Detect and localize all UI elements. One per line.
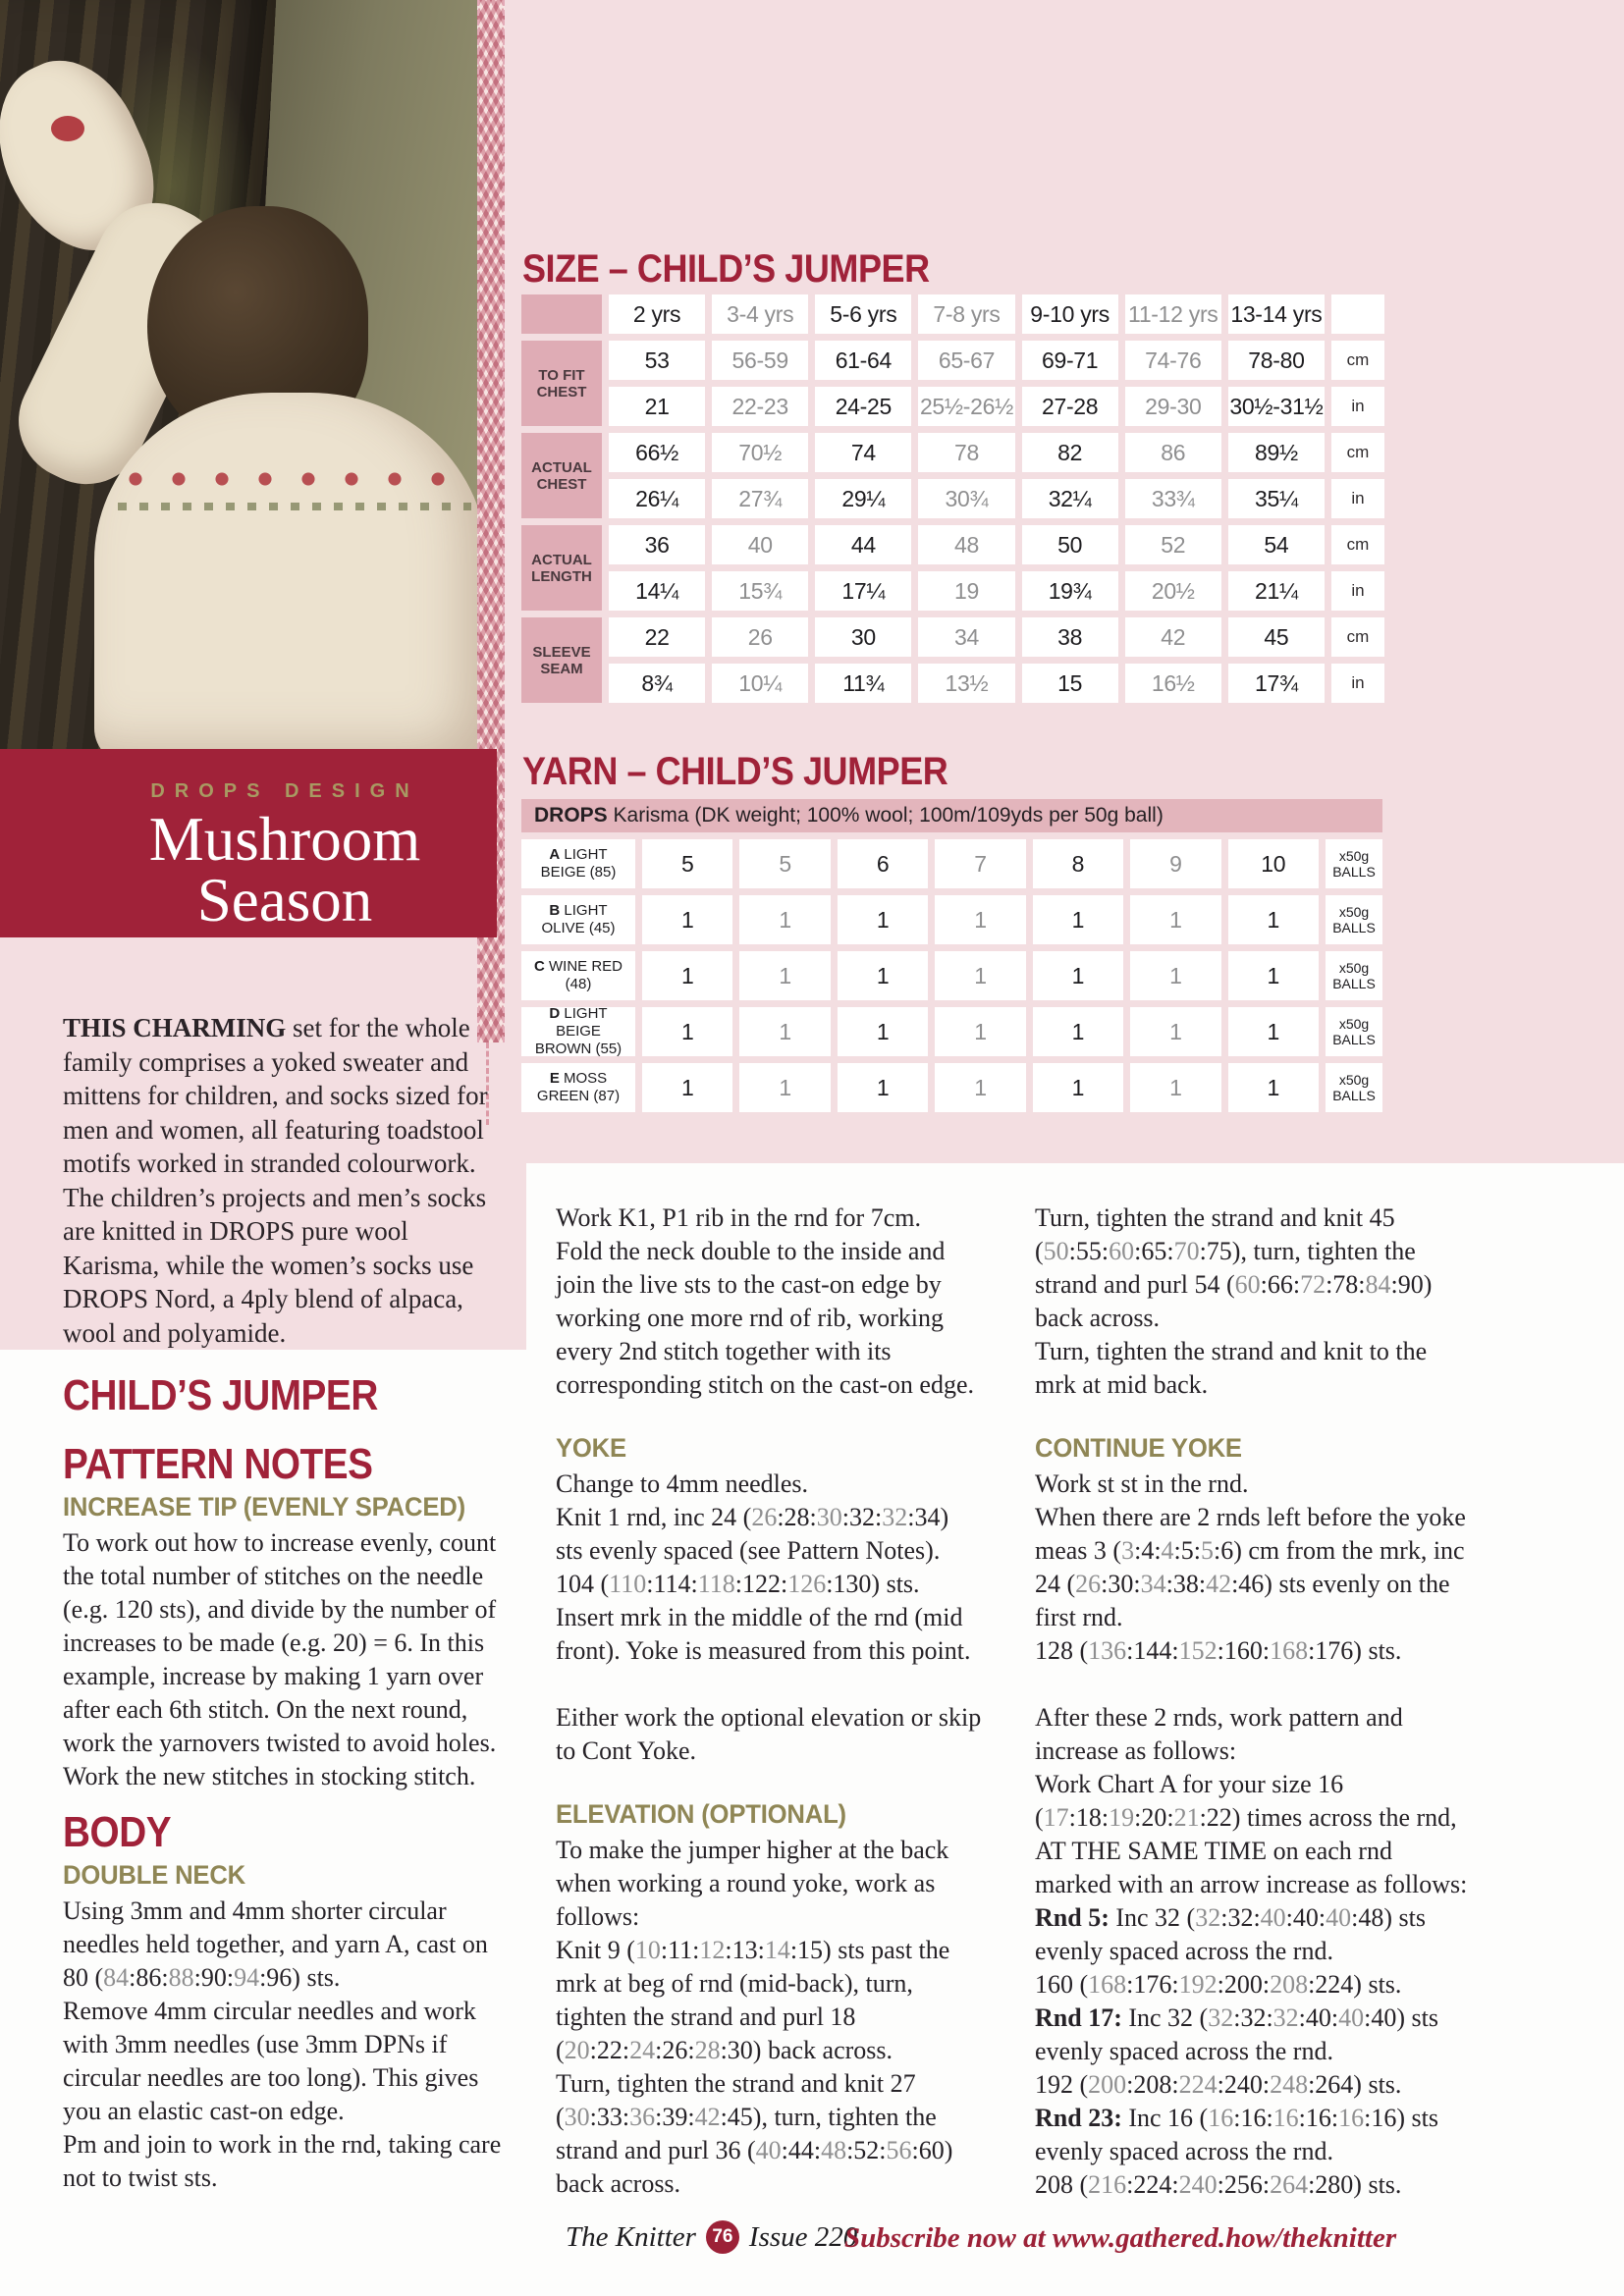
yarn-quantity-cell: 1 [1228, 895, 1319, 944]
size-column-header: 2 yrs [609, 294, 705, 334]
yarn-colour-label: B LIGHT OLIVE (45) [521, 895, 635, 944]
right-column [1035, 1201, 1471, 2202]
size-value-cell: 48 [918, 525, 1014, 564]
paragraph: Fold the neck double to the inside and join the live sts to the cast-on edge by working one more rnd of rib, working every 2nd stitch together with its corresponding stitch on the cast-on edge. [556, 1237, 974, 1399]
size-value-cell: 34 [918, 617, 1014, 657]
subheading-yoke: YOKE [556, 1433, 626, 1463]
size-value-cell: 38 [1022, 617, 1118, 657]
pattern-title-line2: Season [196, 866, 373, 934]
paragraph: Either work the optional elevation or skip to Cont Yoke. [556, 1703, 982, 1765]
yarn-quantity-cell: 1 [1130, 1063, 1220, 1112]
middle-column [556, 1201, 982, 2201]
intro-paragraph [63, 1011, 503, 1350]
size-unit-cell: in [1331, 571, 1384, 611]
size-value-cell: 19 [918, 571, 1014, 611]
size-unit-header-cell [1331, 294, 1384, 334]
paragraph: Turn, tighten the strand and knit to the mrk at mid back. [1035, 1337, 1428, 1399]
yarn-quantity-cell: 1 [1130, 951, 1220, 1000]
size-value-cell: 26¼ [609, 479, 705, 518]
size-column-header: 7-8 yrs [918, 294, 1014, 334]
paragraph: 192 (200:208:224:240:248:264) sts. [1035, 2070, 1402, 2099]
size-column-header: 11-12 yrs [1125, 294, 1221, 334]
either-note-text [556, 1701, 982, 1768]
yarn-quantity-cell: 1 [1228, 1007, 1319, 1056]
paragraph: To work out how to increase evenly, count the total number of stitches on the needle (e.g. 120 sts), and divide by the number of increases to be made (e.g. 20) = 6. In this example, increase by making 1 yarn over after each 6th stitch. On the next round, work the yarnovers twisted to avoid holes. Work the new stitches in stocking stitch. [63, 1528, 497, 1790]
size-value-cell: 61-64 [815, 341, 911, 380]
yarn-quantity-cell: 1 [739, 951, 830, 1000]
size-value-cell: 44 [815, 525, 911, 564]
yarn-quantity-cell: 10 [1228, 839, 1319, 888]
yarn-quantity-cell: 1 [935, 1007, 1025, 1056]
size-value-cell: 56-59 [712, 341, 808, 380]
size-value-cell: 42 [1125, 617, 1221, 657]
size-column-header: 13-14 yrs [1228, 294, 1325, 334]
size-value-cell: 22-23 [712, 387, 808, 426]
design-title-block [0, 749, 497, 937]
yarn-colour-label: C WINE RED (48) [521, 951, 635, 1000]
yarn-quantity-cell: 5 [642, 839, 732, 888]
size-value-cell: 86 [1125, 433, 1221, 472]
yarn-quantity-cell: 1 [1228, 1063, 1319, 1112]
yarn-unit-cell: x50g BALLS [1326, 951, 1382, 1000]
double-neck-text [63, 1895, 507, 2195]
size-value-cell: 21¼ [1228, 571, 1325, 611]
photo-child-climbing-tree [0, 0, 497, 749]
paragraph: 128 (136:144:152:160:168:176) sts. [1035, 1636, 1402, 1665]
size-value-cell: 78 [918, 433, 1014, 472]
paragraph: After these 2 rnds, work pattern and increase as follows: [1035, 1703, 1403, 1765]
yarn-quantity-cell: 1 [739, 895, 830, 944]
size-value-cell: 8¾ [609, 664, 705, 703]
size-unit-cell: in [1331, 479, 1384, 518]
intro-lead-in: THIS CHARMING [63, 1013, 287, 1042]
paragraph: Pm and join to work in the rnd, taking care not to twist sts. [63, 2130, 502, 2192]
paragraph: Work st st in the rnd. [1035, 1469, 1249, 1498]
size-unit-cell: cm [1331, 341, 1384, 380]
yarn-quantity-cell: 1 [1033, 1063, 1123, 1112]
paragraph: Rnd 23: Inc 16 (16:16:16:16:16:16) sts evenly spaced across the rnd. [1035, 2104, 1438, 2165]
size-value-cell: 40 [712, 525, 808, 564]
yarn-quantity-cell: 1 [838, 951, 928, 1000]
subheading-elevation: ELEVATION (OPTIONAL) [556, 1799, 846, 1829]
paragraph: Rnd 17: Inc 32 (32:32:32:40:40:40) sts evenly spaced across the rnd. [1035, 2003, 1438, 2065]
paragraph: Work K1, P1 rib in the rnd for 7cm. [556, 1203, 921, 1232]
size-value-cell: 21 [609, 387, 705, 426]
paragraph: Change to 4mm needles. [556, 1469, 809, 1498]
size-unit-cell: in [1331, 664, 1384, 703]
page-footer [0, 2220, 1624, 2264]
size-value-cell: 14¼ [609, 571, 705, 611]
size-value-cell: 20½ [1125, 571, 1221, 611]
paragraph: Using 3mm and 4mm shorter circular needles held together, and yarn A, cast on 80 (84:86:88:90:94:96) sts. [63, 1896, 488, 1992]
subheading-continue-yoke: CONTINUE YOKE [1035, 1433, 1242, 1463]
size-table [521, 294, 1384, 703]
size-row-label: TO FIT CHEST [521, 341, 602, 426]
size-value-cell: 78-80 [1228, 341, 1325, 380]
size-value-cell: 70½ [712, 433, 808, 472]
size-row-label: ACTUAL CHEST [521, 433, 602, 518]
yarn-header-band [521, 799, 1382, 832]
yarn-quantity-cell: 1 [642, 1007, 732, 1056]
child-sweater [94, 393, 487, 749]
size-value-cell: 33¾ [1125, 479, 1221, 518]
yarn-quantity-cell: 1 [838, 895, 928, 944]
paragraph: To make the jumper higher at the back when working a round yoke, work as follows: [556, 1836, 949, 1931]
size-row-label: ACTUAL LENGTH [521, 525, 602, 611]
page-number-badge: 76 [706, 2220, 739, 2254]
size-unit-cell: cm [1331, 433, 1384, 472]
yarn-quantity-cell: 1 [739, 1063, 830, 1112]
paragraph: Knit 1 rnd, inc 24 (26:28:30:32:32:34) sts evenly spaced (see Pattern Notes). [556, 1503, 949, 1565]
size-unit-cell: cm [1331, 617, 1384, 657]
yarn-quantity-cell: 1 [642, 951, 732, 1000]
intro-text: set for the whole family comprises a yoked sweater and mittens for children, and socks sized for men and women, all featuring toadstool motifs worked in stranded colourwork. The children’s projects and men’s socks are knitted in DROPS pure wool Karisma, while the women’s socks use DROPS Nord, a 4ply blend of alpaca, wool and polyamide. [63, 1013, 488, 1348]
sweater-colourwork-yoke [118, 461, 471, 507]
yarn-quantity-cell: 1 [935, 951, 1025, 1000]
elevation-continued-text [1035, 1201, 1471, 1402]
size-value-cell: 16½ [1125, 664, 1221, 703]
paragraph: 160 (168:176:192:200:208:224) sts. [1035, 1970, 1402, 1999]
size-column-header: 3-4 yrs [712, 294, 808, 334]
size-value-cell: 54 [1228, 525, 1325, 564]
yarn-quantity-cell: 1 [935, 1063, 1025, 1112]
yarn-table [521, 839, 1382, 1112]
yarn-quantity-cell: 1 [838, 1063, 928, 1112]
size-unit-cell: cm [1331, 525, 1384, 564]
size-value-cell: 25½-26½ [918, 387, 1014, 426]
yarn-quantity-cell: 1 [1033, 951, 1123, 1000]
pattern-title-line1: Mushroom [148, 805, 421, 874]
size-value-cell: 29¼ [815, 479, 911, 518]
size-value-cell: 24-25 [815, 387, 911, 426]
paragraph: 104 (110:114:118:122:126:130) sts. [556, 1570, 920, 1598]
yarn-quantity-cell: 7 [935, 839, 1025, 888]
yarn-unit-cell: x50g BALLS [1326, 839, 1382, 888]
yarn-quantity-cell: 1 [642, 1063, 732, 1112]
yarn-colour-label: A LIGHT BEIGE (85) [521, 839, 635, 888]
yarn-quantity-cell: 1 [1130, 1007, 1220, 1056]
yarn-quantity-cell: 1 [1130, 895, 1220, 944]
yarn-quantity-cell: 9 [1130, 839, 1220, 888]
size-value-cell: 11¾ [815, 664, 911, 703]
yarn-quantity-cell: 1 [1033, 895, 1123, 944]
paragraph: Insert mrk in the middle of the rnd (mid front). Yoke is measured from this point. [556, 1603, 971, 1665]
yarn-quantity-cell: 1 [1228, 951, 1319, 1000]
size-value-cell: 52 [1125, 525, 1221, 564]
size-value-cell: 89½ [1228, 433, 1325, 472]
size-value-cell: 17¾ [1228, 664, 1325, 703]
yarn-quantity-cell: 5 [739, 839, 830, 888]
yarn-quantity-cell: 1 [642, 895, 732, 944]
yarn-unit-cell: x50g BALLS [1326, 895, 1382, 944]
yarn-colour-label: E MOSS GREEN (87) [521, 1063, 635, 1112]
subscribe-text: Subscribe now at www.gathered.how/theknitter [844, 2222, 1397, 2254]
size-value-cell: 30½-31½ [1228, 387, 1325, 426]
size-column-header: 9-10 yrs [1022, 294, 1118, 334]
issue-label: Issue 220 [748, 2220, 858, 2253]
size-value-cell: 27-28 [1022, 387, 1118, 426]
size-row-label: SLEEVE SEAM [521, 617, 602, 703]
yarn-spec: Karisma (DK weight; 100% wool; 100m/109yds per 50g ball) [607, 804, 1164, 827]
size-value-cell: 13½ [918, 664, 1014, 703]
size-value-cell: 50 [1022, 525, 1118, 564]
footer-issue-info [566, 2220, 857, 2254]
size-unit-cell: in [1331, 387, 1384, 426]
subheading-increase-tip: INCREASE TIP (EVENLY SPACED) [63, 1492, 465, 1522]
paragraph: Rnd 5: Inc 32 (32:32:40:40:40:48) sts evenly spaced across the rnd. [1035, 1903, 1426, 1965]
sweater-colourwork-zigzag [118, 503, 471, 510]
size-value-cell: 15 [1022, 664, 1118, 703]
continue-yoke-text [1035, 1468, 1471, 1668]
size-value-cell: 30 [815, 617, 911, 657]
size-value-cell: 22 [609, 617, 705, 657]
paragraph: Turn, tighten the strand and knit 45 (50:55:60:65:70:75), turn, tighten the strand and purl 54 (60:66:72:78:84:90) back across. [1035, 1203, 1433, 1332]
paragraph: Knit 9 (10:11:12:13:14:15) sts past the mrk at beg of rnd (mid-back), turn, tighten the strand and purl 18 (20:22:24:26:28:30) back across. [556, 1936, 950, 2064]
paragraph: Remove 4mm circular needles and work with 3mm needles (use 3mm DPNs if circular needles are too long). This gives you an elastic cast-on edge. [63, 1997, 479, 2125]
yarn-quantity-cell: 8 [1033, 839, 1123, 888]
size-value-cell: 26 [712, 617, 808, 657]
size-value-cell: 29-30 [1125, 387, 1221, 426]
size-value-cell: 19¾ [1022, 571, 1118, 611]
yarn-unit-cell: x50g BALLS [1326, 1063, 1382, 1112]
yarn-quantity-cell: 1 [739, 1007, 830, 1056]
size-value-cell: 35¼ [1228, 479, 1325, 518]
size-value-cell: 53 [609, 341, 705, 380]
size-table-corner-cell [521, 294, 602, 334]
increase-tip-text [63, 1526, 507, 1793]
paragraph: Work Chart A for your size 16 (17:18:19:20:21:22) times across the rnd, AT THE SAME TIME on each rnd marked with an arrow increase as follows: [1035, 1770, 1468, 1898]
size-value-cell: 82 [1022, 433, 1118, 472]
yarn-table-title: YARN – CHILD’S JUMPER [522, 750, 948, 793]
paragraph: 208 (216:224:240:256:264:280) sts. [1035, 2170, 1402, 2199]
section-heading-childs-jumper: CHILD’S JUMPER [63, 1371, 378, 1419]
yarn-colour-label: D LIGHT BEIGE BROWN (55) [521, 1007, 635, 1056]
yarn-quantity-cell: 1 [935, 895, 1025, 944]
size-value-cell: 45 [1228, 617, 1325, 657]
section-heading-pattern-notes: PATTERN NOTES [63, 1440, 373, 1488]
size-value-cell: 27¾ [712, 479, 808, 518]
size-value-cell: 15¾ [712, 571, 808, 611]
section-heading-body: BODY [63, 1808, 172, 1856]
size-value-cell: 74-76 [1125, 341, 1221, 380]
mitten-toadstool-motif [51, 116, 84, 141]
size-value-cell: 32¼ [1022, 479, 1118, 518]
size-column-header: 5-6 yrs [815, 294, 911, 334]
neck-finishing-text [556, 1201, 982, 1402]
paragraph: Turn, tighten the strand and knit 27 (30:33:36:39:42:45), turn, tighten the strand and purl 36 (40:44:48:52:56:60) back across. [556, 2069, 953, 2198]
yoke-increase-rounds-text [1035, 1701, 1471, 2202]
size-table-title: SIZE – CHILD’S JUMPER [522, 247, 930, 291]
elevation-text [556, 1834, 982, 2201]
size-value-cell: 10¼ [712, 664, 808, 703]
subheading-double-neck: DOUBLE NECK [63, 1860, 246, 1890]
size-value-cell: 69-71 [1022, 341, 1118, 380]
size-value-cell: 65-67 [918, 341, 1014, 380]
brand-eyebrow: DROPS DESIGN [150, 780, 419, 802]
yoke-text [556, 1468, 982, 1668]
paragraph: When there are 2 rnds left before the yoke meas 3 (3:4:4:5:5:6) cm from the mrk, inc 24 (26:30:34:38:42:46) sts evenly on the first rnd. [1035, 1503, 1466, 1631]
size-value-cell: 74 [815, 433, 911, 472]
yarn-unit-cell: x50g BALLS [1326, 1007, 1382, 1056]
left-column [63, 1371, 507, 2195]
size-value-cell: 36 [609, 525, 705, 564]
yarn-quantity-cell: 1 [1033, 1007, 1123, 1056]
yarn-quantity-cell: 1 [838, 1007, 928, 1056]
magazine-name: The Knitter [566, 2220, 696, 2253]
size-value-cell: 17¼ [815, 571, 911, 611]
pattern-title [73, 805, 497, 934]
size-value-cell: 66½ [609, 433, 705, 472]
yarn-brand: DROPS [534, 804, 608, 827]
yarn-quantity-cell: 6 [838, 839, 928, 888]
size-value-cell: 30¾ [918, 479, 1014, 518]
